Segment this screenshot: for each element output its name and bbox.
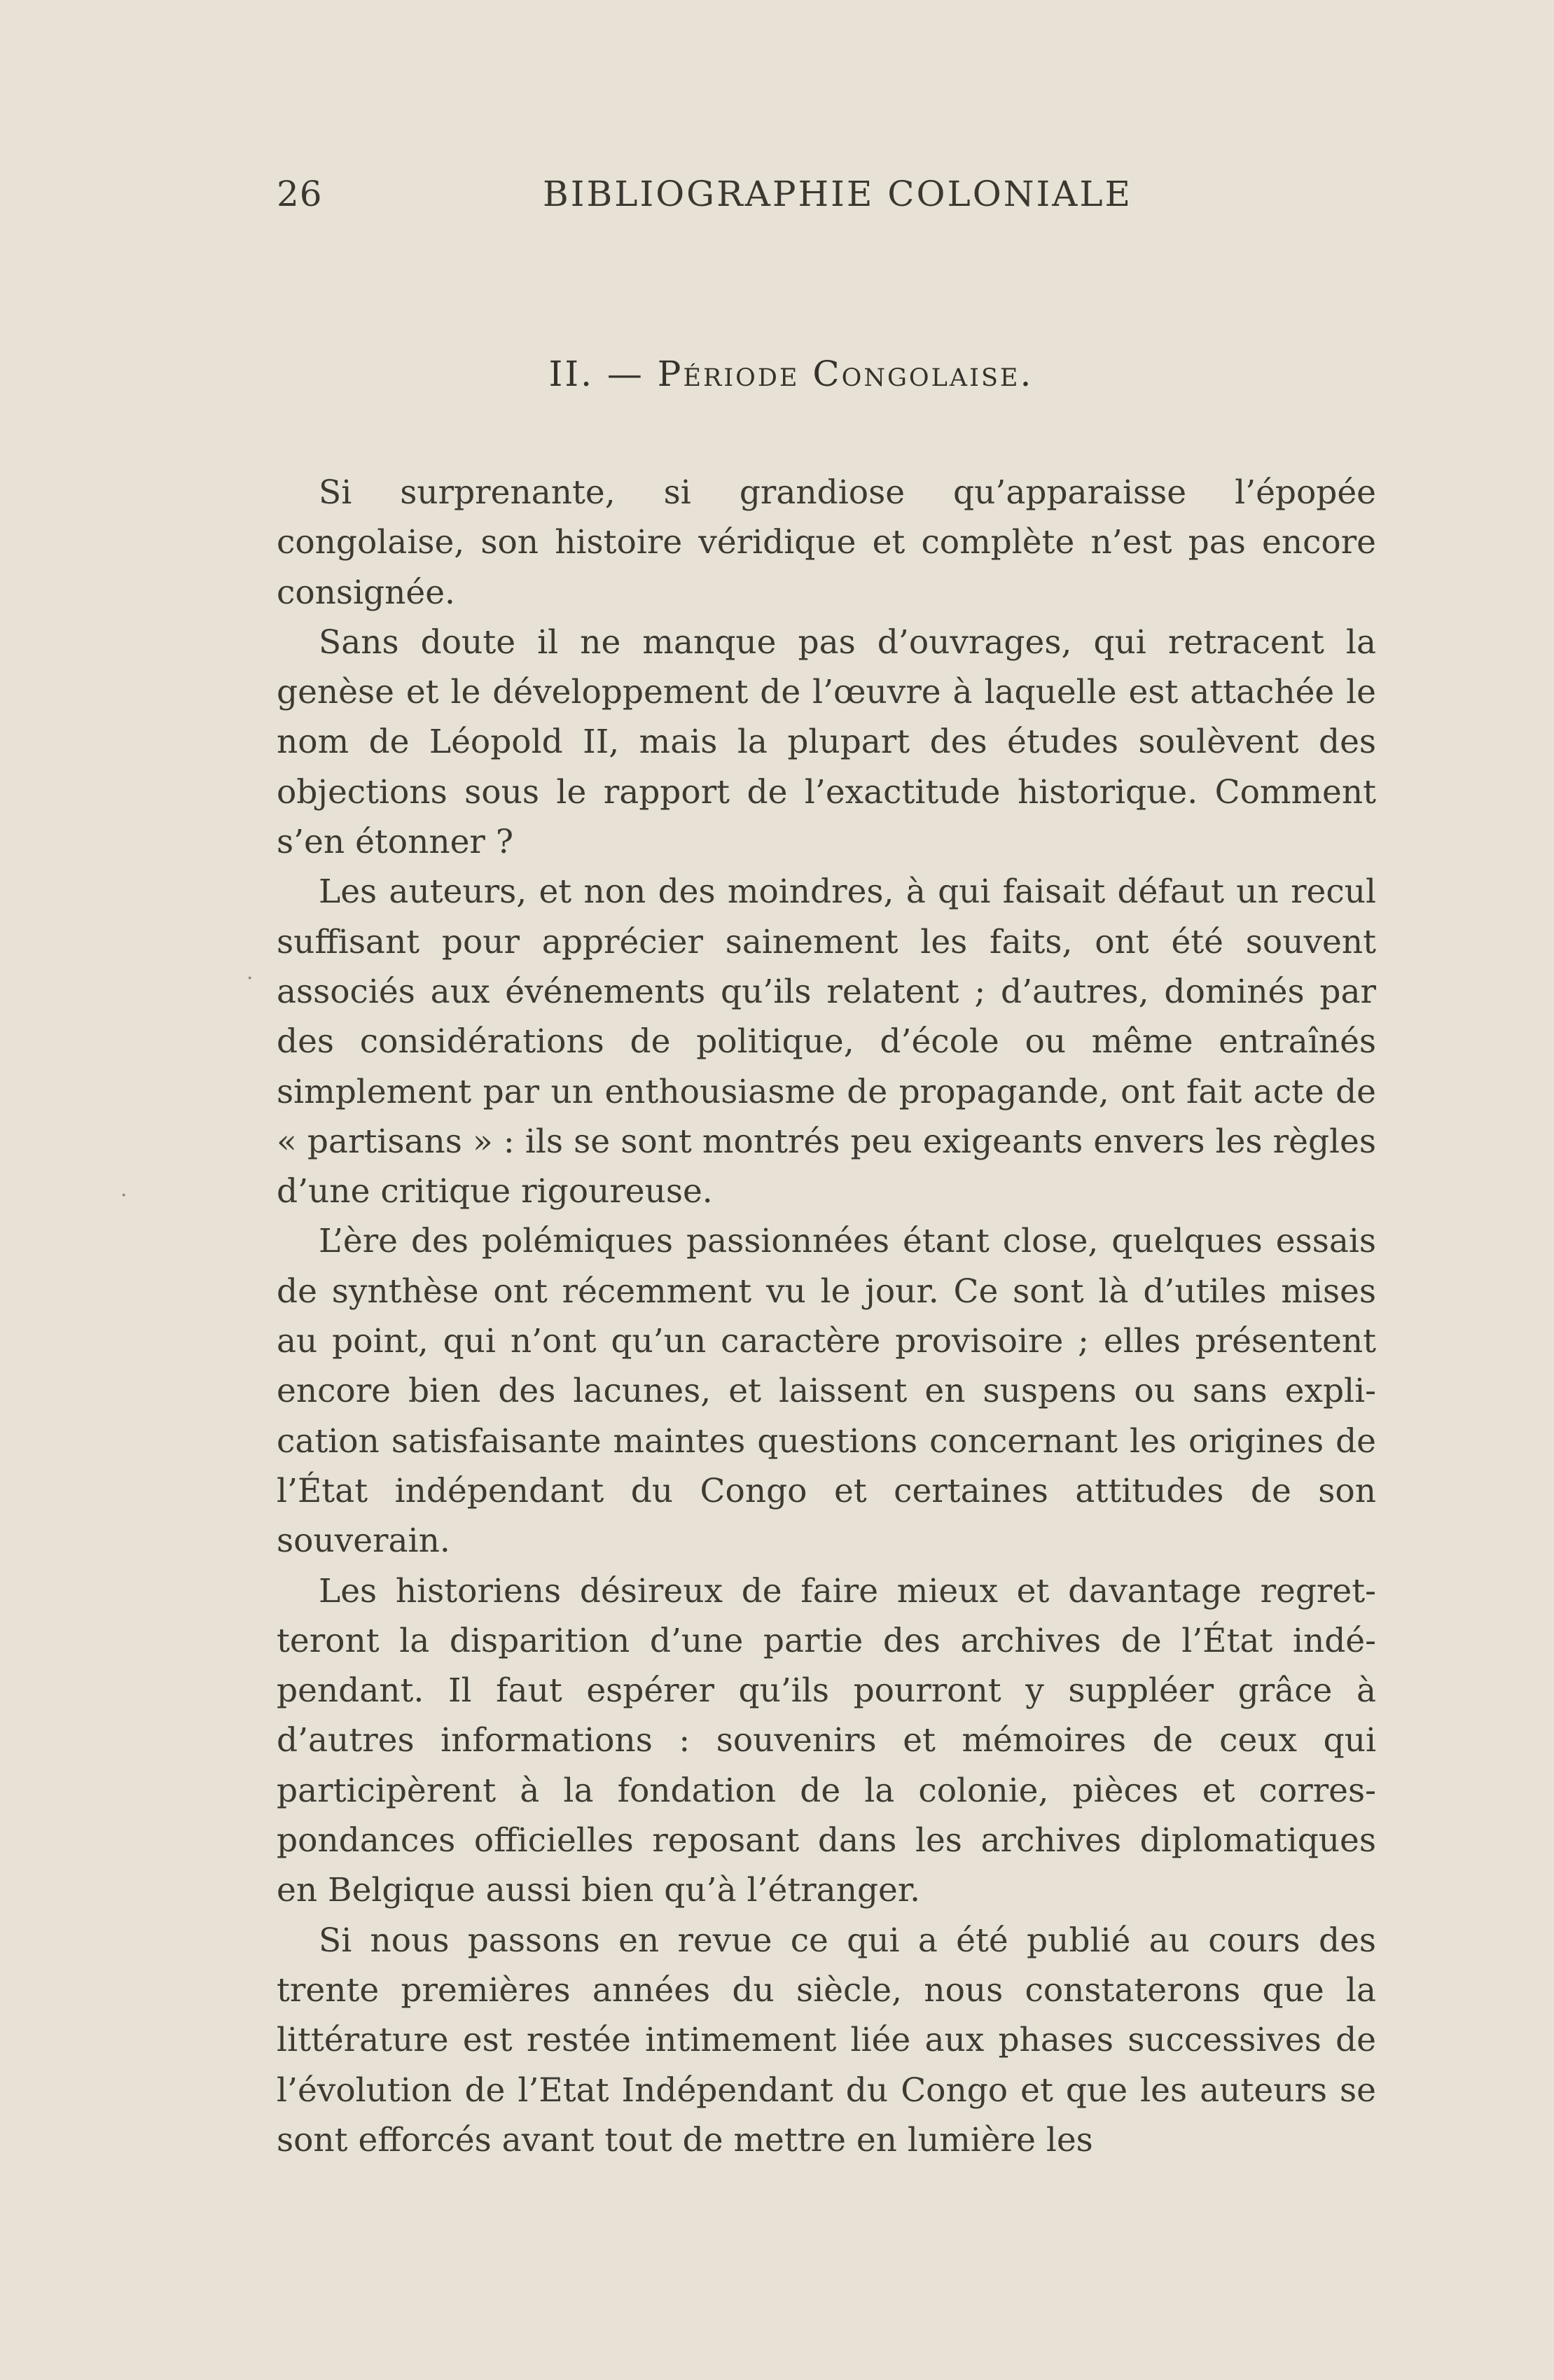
- running-head: [277, 174, 1376, 223]
- paragraph: L’ère des polémiques passionnées étant close, quelques essais de synthèse ont récemment vu le jour. Ce sont là d’utiles mises au point, qui n’ont qu’un caractère provisoire ; elles présentent encore bien des lacunes, et laissent en suspens ou sans explication satisfaisante maintes questions concernant les origines de l’État indépendant du Congo et certaines attitudes de son souverain.: [277, 1222, 1376, 1561]
- paragraph: Si surprenante, si grandiose qu’apparaisse l’épopée congolaise, son histoire véridique et complète n’est pas encore consignée.: [277, 473, 1376, 612]
- running-title: BIBLIOGRAPHIE COLONIALE: [543, 174, 1133, 214]
- paragraph: Les auteurs, et non des moindres, à qui faisait défaut un recul suffisant pour apprécier sainement les faits, ont été souvent associés aux événements qu’ils relatent ; d’autres, dominés par des considérations de politique, d’école ou même entraînés simplement par un enthousiasme de propagande, ont fait acte de « partisans » : ils se sont montrés peu exigeants envers les règles d’une critique rigoureuse.: [277, 872, 1376, 1211]
- page-number: 26: [277, 174, 323, 214]
- margin-speck: ·: [120, 1183, 127, 1208]
- section-heading: II. — Période Congolaise.: [548, 354, 1034, 394]
- paragraph: Sans doute il ne manque pas d’ouvrages, qui retracent la genèse et le développement de l’œuvre à laquelle est attachée le nom de Léopold II, mais la plupart des études soulèvent des objections sous le rapport de l’exactitude historique. Comment s’en étonner ?: [277, 622, 1376, 862]
- paragraph: Si nous passons en revue ce qui a été publié au cours des trente premières années du siècle, nous constaterons que la littérature est restée intimement liée aux phases successives de l’évolution de l’Etat Indépendant du Congo et que les auteurs se sont efforcés avant tout de mettre en lumière les: [277, 1921, 1376, 2159]
- paragraph: Les historiens désireux de faire mieux et davantage regretteront la disparition d’une partie des archives de l’État indépendant. Il faut espérer qu’ils pourront y suppléer grâce à d’autres informations : souvenirs et mémoires de ceux qui participèrent à la fondation de la colonie, pièces et correspondances officielles reposant dans les archives diplomatiques en Belgique aussi bien qu’à l’étranger.: [277, 1571, 1376, 1910]
- body-text: [277, 468, 1376, 2165]
- margin-speck: ·: [247, 966, 254, 991]
